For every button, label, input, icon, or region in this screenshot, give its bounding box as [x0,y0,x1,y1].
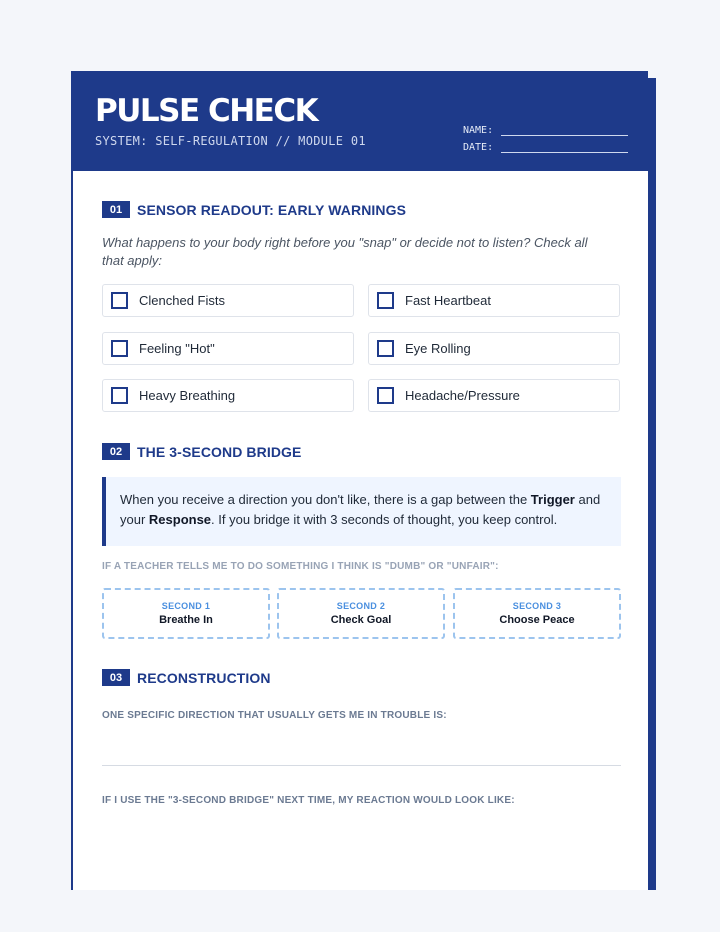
checkbox-option[interactable] [368,332,620,365]
callout-text: and your [120,492,601,527]
scenario-label: IF A TEACHER TELLS ME TO DO SOMETHING I THINK IS "DUMB" OR "UNFAIR": [102,561,499,572]
callout-response: Response [148,512,212,527]
bridge-step [453,588,621,639]
callout-trigger: Trigger [530,492,575,507]
page-subtitle: SYSTEM: SELF-REGULATION // MODULE 01 [95,134,366,148]
question-2-label: IF I USE THE "3-SECOND BRIDGE" NEXT TIME, MY REACTION WOULD LOOK LIKE: [102,795,515,806]
checkbox-label: Heavy Breathing [139,388,236,403]
step-label: Check Goal [330,614,392,626]
section-1-header [102,201,406,218]
section-3-header [102,669,271,686]
header [73,71,648,171]
section-title: SENSOR READOUT: EARLY WARNINGS [137,201,407,218]
step-label: Choose Peace [499,614,575,626]
name-row [463,119,628,136]
checkbox-icon[interactable] [377,292,394,309]
section-number: 01 [102,201,130,218]
date-label: DATE: [463,142,494,153]
step-kicker: SECOND 1 [161,601,211,611]
section-number: 02 [102,443,130,460]
answer-line[interactable] [102,765,621,766]
bridge-step [102,588,270,639]
name-label: NAME: [463,125,494,136]
checkbox-icon[interactable] [111,387,128,404]
callout-text: . If you bridge it with 3 seconds of thought, you keep control. [211,512,558,527]
step-label: Breathe In [159,614,213,626]
checkbox-option[interactable] [102,332,354,365]
checkbox-option[interactable] [102,379,354,412]
section-title: RECONSTRUCTION [137,669,271,686]
worksheet [71,71,648,890]
name-field[interactable] [501,126,628,136]
checkbox-label: Headache/Pressure [405,388,520,403]
name-date-fields [463,119,628,153]
bridge-callout [102,477,621,546]
section-number: 03 [102,669,130,686]
section-1-prompt: What happens to your body right before you "snap" or decide not to listen? Check all that apply: [102,235,588,268]
checkbox-icon[interactable] [111,340,128,357]
checkbox-icon[interactable] [111,292,128,309]
checkbox-icon[interactable] [377,387,394,404]
step-kicker: SECOND 3 [512,601,562,611]
bridge-step [277,588,445,639]
checkbox-icon[interactable] [377,340,394,357]
checkbox-option[interactable] [368,379,620,412]
checkbox-label: Fast Heartbeat [405,293,491,308]
date-row [463,136,628,153]
section-title: THE 3-SECOND BRIDGE [137,443,302,460]
checkbox-label: Feeling "Hot" [139,341,215,356]
checkbox-option[interactable] [368,284,620,317]
question-1-label: ONE SPECIFIC DIRECTION THAT USUALLY GETS ME IN TROUBLE IS: [102,710,447,721]
date-field[interactable] [501,143,628,153]
page-title: PULSE CHECK [95,93,318,129]
checkbox-option[interactable] [102,284,354,317]
step-kicker: SECOND 2 [336,601,386,611]
callout-text: When you receive a direction you don't like, there is a gap between the [120,492,531,507]
checkbox-label: Clenched Fists [139,293,225,308]
section-2-header [102,443,301,460]
checkbox-label: Eye Rolling [405,341,471,356]
